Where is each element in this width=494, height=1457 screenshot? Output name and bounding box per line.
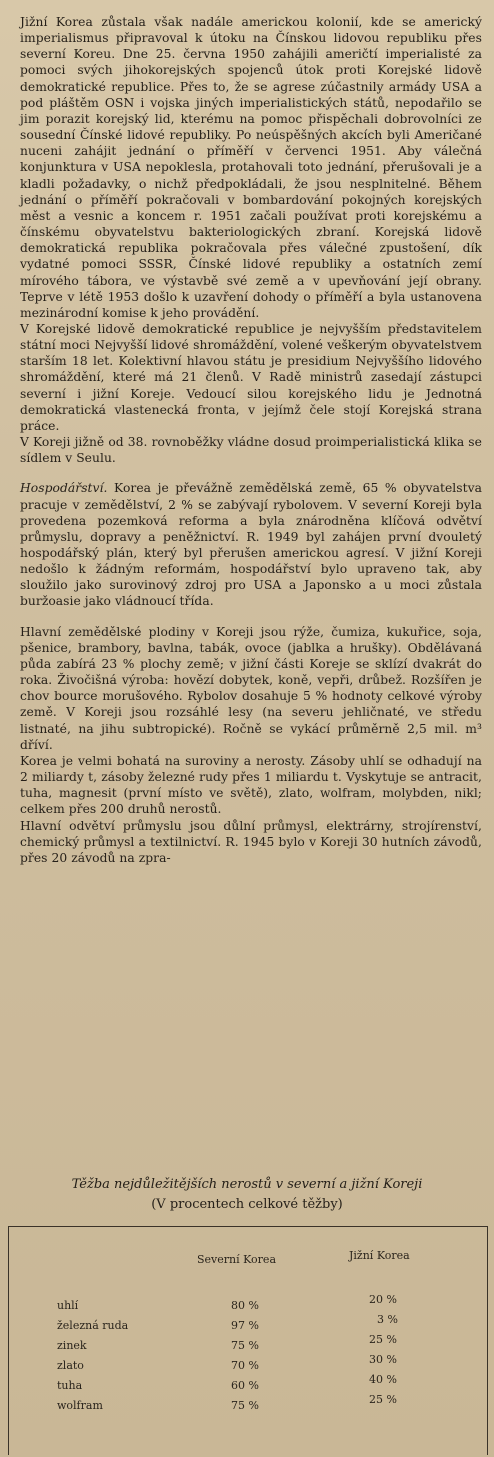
- paragraph-south-korea: V Koreji jižně od 38. rovnoběžky vládne dosud proimperialistická klika se sídlem v Seulu.: [20, 435, 482, 466]
- table-row-label: železná ruda: [57, 1319, 129, 1332]
- table-subtitle: (V procentech celkové těžby): [151, 1197, 343, 1212]
- table-cell-south: 40 %: [369, 1373, 397, 1386]
- table-row-label: tuha: [57, 1379, 83, 1392]
- table-cell-south: 3 %: [377, 1313, 398, 1326]
- table-title: Těžba nejdůležitějších nerostů v severní a jižní Koreji: [71, 1177, 423, 1192]
- table-cell-north: 97 %: [231, 1319, 259, 1332]
- table-cell-south: 20 %: [369, 1293, 397, 1306]
- paragraph-korean-war: Jižní Korea zůstala však nadále americkou kolonií, kde se americký imperialismus připravoval k útoku na Čínskou lidovou republiku přes severní Koreu. Dne 25. června 1950 zahájili američtí imperialisté za pomoci svých jihokorejských spojenců útok proti Korejské lidově demokratické republice. Přes to, že se agrese zúčastnily armády USA a pod pláštěm OSN i vojska jiných imperialistických států, nepodařilo se jim porazit korejský lid, kterému na pomoc přispěchali dobrovolníci ze sousední Čínské lidové republiky. Po neúspěšných akcích byli Američané nuceni zahájit jednání o příměří v červenci 1951. Aby válečná konjunktura v USA nepoklesla, protahovali toto jednání, přerušovali je a kladli požadavky, o nichž předpokládali, že jsou nesplnitelné. Během jednání o příměří pokračovali v bombardování pokojných korejských měst a vesnic a koncem r. 1951 začali používat proti korejskému a čínskému obyvatelstvu bakteriologických zbraní. Korejská lidově demokratická republika pokračovala přes válečné zpustošení, dík vydatné pomoci SSSR, Čínské lidové republiky a ostatních zemí mírového tábora, ve výstavbě své země a v upevňování její obrany. Teprve v létě 1953 došlo k uzavření dohody o příměří a byla ustanovena mezinárodní komise k jeho provádění.: [20, 15, 482, 320]
- table-cell-south: 30 %: [369, 1353, 397, 1366]
- table-cell-south: 25 %: [369, 1393, 397, 1406]
- table-row-label: zinek: [57, 1339, 87, 1352]
- column-header-north: Severní Korea: [197, 1253, 276, 1266]
- table-cell-north: 70 %: [231, 1359, 259, 1372]
- table-cell-south: 25 %: [369, 1333, 397, 1346]
- table-cell-north: 80 %: [231, 1299, 259, 1312]
- paragraph-industry: Hlavní odvětví průmyslu jsou důlní průmysl, elektrárny, strojírenství, chemický průmysl a textilnictví. R. 1945 bylo v Koreji 30 hutních závodů, přes 20 závodů na zpra-: [20, 818, 482, 865]
- table-cell-north: 60 %: [231, 1379, 259, 1392]
- table-row-label: uhlí: [57, 1299, 79, 1312]
- paragraph-economy: [20, 480, 482, 609]
- mineral-table: [8, 1226, 488, 1455]
- paragraph-agriculture: Hlavní zemědělské plodiny v Koreji jsou rýže, čumiza, kukuřice, soja, pšenice, brambory, bavlna, tabák, ovoce (jablka a hrušky). Obdělávaná půda zabírá 23 % plochy země; v jižní části Koreje se sklízí dvakrát do roka. Živočišná výroba: hovězí dobytek, koně, vepři, drůbež. Rozšířen je chov bource morušového. Rybolov dosahuje 5 % hodnoty celkové výroby země. V Koreji jsou rozsáhlé lesy (na severu jehličnaté, ve středu listnaté, na jihu subtropické). Ročně se vykácí průměrně 2,5 mil. m³ dříví.: [20, 624, 482, 752]
- economy-text: Korea je převážně zemědělská země, 65 % obyvatelstva pracuje v zemědělství, 2 % se zabývají rybolovem. V severní Koreji byla provedena pozemková reforma a byla znárodněna klíčová odvětví průmyslu, dopravy a peněžnictví. R. 1949 byl zahájen první dvouletý hospodářský plán, který byl přerušen americkou agresí. V jižní Koreji nedošlo k žádným reformám, hospodářství bylo upraveno tak, aby sloužilo jako surovinový zdroj pro USA a Japonsko a u moci zůstala buržoasie jako vládnoucí třída.: [20, 481, 482, 609]
- article-body: [20, 14, 482, 866]
- paragraph-state-organization: V Korejské lidově demokratické republice je nejvyšším představitelem státní moci Nejvyšší lidové shromáždění, volené veškerým obyvatelstvem starším 18 let. Kolektivní hlavou státu je presidium Nejvyššího lidového shromáždění, které má 21 členů. V Radě ministrů zasedají zástupci severní i jižní Koreje. Vedoucí silou korejského lidu je Jednotná demokratická vlastenecká fronta, v jejímž čele stojí Korejská strana práce.: [20, 321, 482, 433]
- economy-lead: Hospodářství.: [20, 481, 108, 496]
- table-caption: [0, 1175, 494, 1215]
- table-row-label: zlato: [57, 1359, 84, 1372]
- table-cell-north: 75 %: [231, 1339, 259, 1352]
- paragraph-minerals: Korea je velmi bohatá na suroviny a nerosty. Zásoby uhlí se odhadují na 2 miliardy t, zásoby železné rudy přes 1 miliardu t. Vyskytuje se antracit, tuha, magnesit (první místo ve světě), zlato, wolfram, molybden, nikl; celkem přes 200 druhů nerostů.: [20, 753, 482, 817]
- table-row-label: wolfram: [57, 1399, 103, 1412]
- table-cell-north: 75 %: [231, 1399, 259, 1412]
- column-header-south: Jižní Korea: [349, 1249, 410, 1262]
